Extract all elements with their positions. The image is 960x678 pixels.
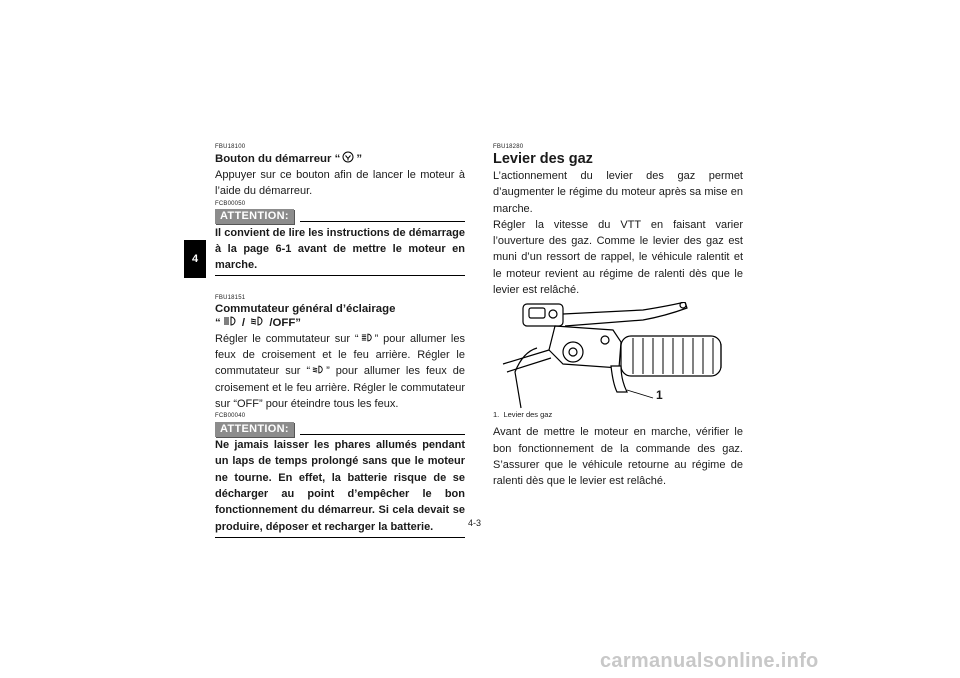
- figure-caption: 1. Levier des gaz: [493, 410, 553, 420]
- attention-text: Il convient de lire les instructions de démarrage à la page 6-1 avant de mettre le moteur en marche.: [215, 226, 465, 272]
- starter-text: Appuyer sur ce bouton afin de lancer le moteur à l’aide du démarreur.: [215, 169, 465, 198]
- attention-code: FCB00050: [215, 200, 246, 207]
- right-column: [493, 143, 743, 490]
- divider: [300, 433, 465, 435]
- section-code: FBU18100: [215, 144, 246, 150]
- light-switch-text: Régler le commutateur sur “ ” pour allumer les feux de croisement et le feu arrière. Régler le commutateur sur “ ” pour allumer les feux de croisement et le feu arrière. Régler le commutateur sur “OFF” pour éteindre tous les feux.: [215, 331, 465, 413]
- throttle-text: Régler la vitesse du VTT en faisant varier l’ouverture des gaz. Comme le levier des gaz est muni d’un ressort de rappel, le véhicule ralentit et le moteur revient au régime de ralenti dès que le levier est relâché.: [493, 218, 743, 297]
- divider: [300, 220, 465, 222]
- headlight-icon: [223, 316, 237, 330]
- throttle-lever-illustration: [493, 302, 743, 410]
- watermark: carmanualsonline.info: [600, 650, 819, 672]
- headlight-icon: [361, 331, 373, 347]
- handlebar-drawing: [493, 302, 743, 410]
- divider: [215, 537, 465, 538]
- page-number: 4-3: [468, 518, 482, 528]
- attention-header: [215, 209, 465, 225]
- chapter-number: 4: [191, 253, 199, 265]
- chapter-tab: [184, 240, 206, 278]
- section-code: FBU18151: [215, 295, 246, 302]
- figure-callout-number: 1: [656, 388, 663, 403]
- throttle-check-text: Avant de mettre le moteur en marche, vérifier le bon fonctionnement de la commande des gaz. S’assurer que le véhicule retourne au régime de ralenti dès que le levier est relâché.: [493, 426, 743, 488]
- section-code: FBU18280: [493, 144, 524, 150]
- attention-badge: ATTENTION:: [215, 209, 294, 224]
- light-switch-heading: Commutateur général d’éclairage: [215, 303, 396, 316]
- left-column: [215, 143, 465, 538]
- attention-code: FCB00040: [215, 413, 246, 420]
- attention-text: Ne jamais laisser les phares allumés pendant un laps de temps prolongé sans que le moteur ne tourne. En effet, la batterie risque de se décharger au point d’empêcher le bon fonctionnement du démarreur. Si cela devait se produire, déposer et recharger la batterie.: [215, 439, 465, 533]
- throttle-text: L’actionnement du levier des gaz permet d’augmenter le régime du moteur après sa mise en marche.: [493, 170, 743, 215]
- starter-heading: Bouton du démarreur “ ”: [215, 151, 465, 167]
- starter-symbol-icon: [342, 151, 354, 167]
- throttle-heading: Levier des gaz: [493, 151, 593, 167]
- attention-header: [215, 421, 465, 437]
- headlight-icon: [312, 363, 324, 379]
- attention-badge: ATTENTION:: [215, 422, 294, 437]
- light-switch-heading-symbols: “ / /OFF”: [215, 317, 302, 330]
- headlight-icon: [250, 316, 264, 330]
